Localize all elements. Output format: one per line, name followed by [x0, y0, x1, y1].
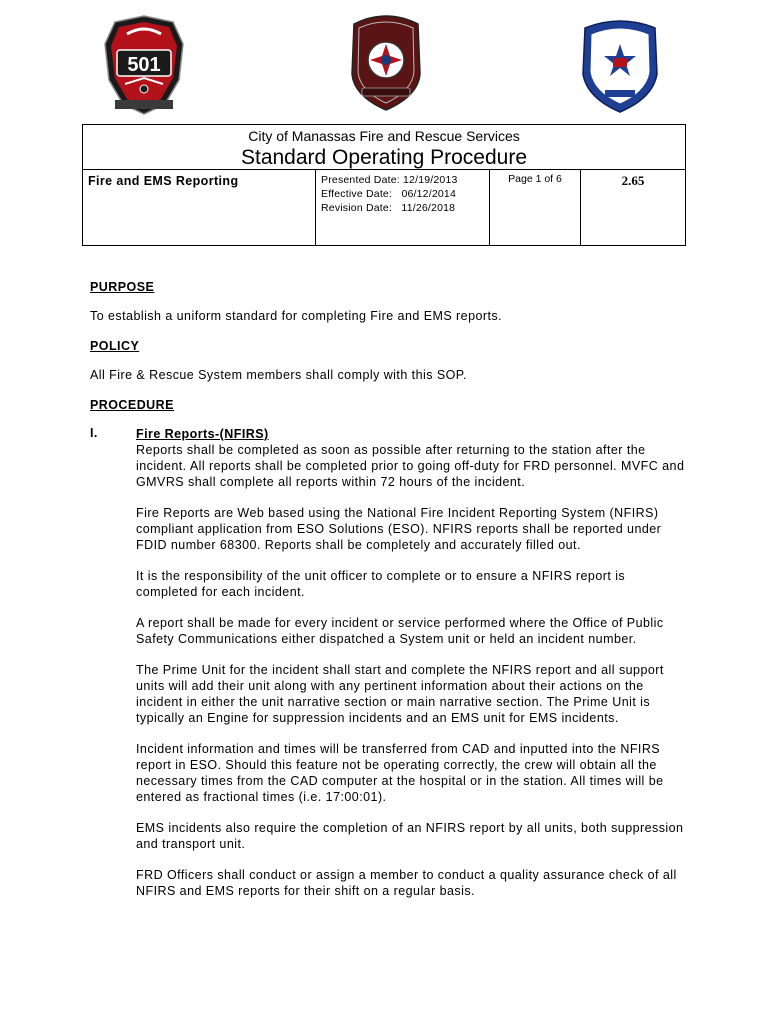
logo-banner [0, 14, 770, 124]
purpose-heading: PURPOSE [90, 280, 155, 294]
document-body [90, 279, 690, 899]
rescue-squad-patch-logo [577, 14, 663, 114]
page-number: Page 1 of 6 [508, 173, 562, 185]
sop-number-cell [581, 170, 685, 245]
rescue-squad-patch-icon [577, 14, 663, 114]
procedure-paragraph: Incident information and times will be transferred from CAD and inputted into the NFIRS report in ESO. Should this feature not be operating correctly, the crew will obtain all the necessary times from the CAD computer at the hospital or in the station. All times will be entered as fractional times (i.e. 17:00:01). [136, 742, 664, 804]
procedure-paragraph: The Prime Unit for the incident shall start and complete the NFIRS report and all support units will add their unit along with any pertinent information about their actions on the incident in either the unit narrative section or main narrative section. The Prime Unit is typically an Engine for suppression incidents and an EMS unit for EMS incidents. [136, 663, 664, 725]
dates-cell [316, 170, 490, 245]
procedure-item-body [136, 426, 690, 899]
procedure-item-title: Fire Reports-(NFIRS) [136, 427, 269, 441]
dates-block [321, 173, 458, 215]
procedure-item [90, 426, 690, 899]
policy-text: All Fire & Rescue System members shall comply with this SOP. [90, 368, 467, 382]
page-cell [490, 170, 581, 245]
city-fire-rescue-seal-logo [348, 14, 424, 112]
fire-department-shield-icon [348, 14, 424, 112]
procedure-paragraph: Fire Reports are Web based using the National Fire Incident Reporting System (NFIRS) compliant application from ESO Solutions (ESO). NFIRS reports shall be reported under FDID number 68300. Reports shall be completely and accurately filled out. [136, 506, 662, 552]
effective-date: Effective Date: 06/12/2014 [321, 188, 456, 200]
document-subject: Fire and EMS Reporting [88, 174, 239, 188]
procedure-item-numeral: I. [90, 426, 98, 440]
manassas-501-badge-icon [103, 14, 185, 118]
procedure-paragraph: It is the responsibility of the unit officer to complete or to ensure a NFIRS report is completed for each incident. [136, 569, 626, 599]
procedure-paragraph: A report shall be made for every incident or service performed where the Office of Public Safety Communications either dispatched a System unit or held an incident number. [136, 616, 664, 646]
purpose-text: To establish a uniform standard for completing Fire and EMS reports. [90, 309, 503, 323]
organization-name: City of Manassas Fire and Rescue Services [248, 128, 520, 144]
header-details-row [83, 169, 685, 245]
policy-heading: POLICY [90, 339, 140, 353]
revision-date: Revision Date: 11/26/2018 [321, 202, 456, 214]
sop-number: 2.65 [621, 173, 645, 188]
manassas-501-badge-logo [103, 14, 185, 118]
procedure-paragraph: EMS incidents also require the completion of an NFIRS report by all units, both suppression and transport unit. [136, 821, 684, 851]
procedure-heading: PROCEDURE [90, 398, 174, 412]
sop-header-table [82, 124, 686, 246]
procedure-paragraph: FRD Officers shall conduct or assign a member to conduct a quality assurance check of all NFIRS and EMS reports for their shift on a regular basis. [136, 868, 677, 898]
procedure-paragraph: Reports shall be completed as soon as possible after returning to the station after the incident. All reports shall be completed prior to going off-duty for FRD personnel. MVFC and GMVRS shall complete all reports within 72 hours of the incident. [136, 443, 685, 489]
presented-date: Presented Date: 12/19/2013 [321, 174, 458, 186]
document-type-title: Standard Operating Procedure [240, 146, 527, 169]
svg-text:501: 501 [127, 54, 161, 76]
subject-cell [83, 170, 316, 245]
